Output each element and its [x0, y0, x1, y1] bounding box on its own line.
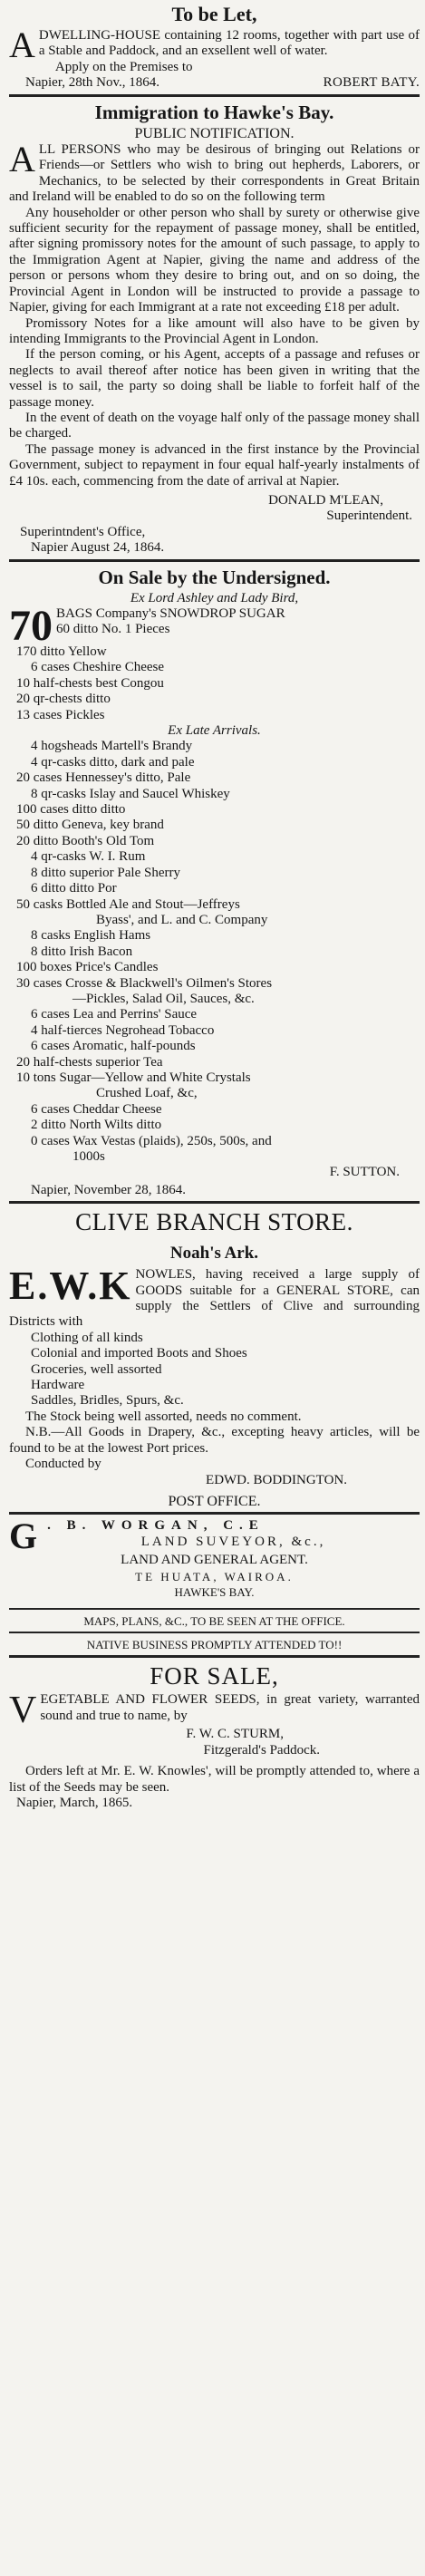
drop-cap: E.W.K — [9, 1264, 132, 1309]
list-item: Clothing of all kinds — [31, 1330, 143, 1345]
ad-signer: F. SUTTON. — [329, 1165, 400, 1180]
title-line: LAND AND GENERAL AGENT. — [121, 1553, 308, 1568]
ad-subtitle: PUBLIC NOTIFICATION. — [134, 125, 295, 141]
list-item: 6 cases Cheddar Cheese — [31, 1101, 162, 1117]
ad-date: Napier, March, 1865. — [16, 1795, 133, 1810]
divider — [9, 94, 420, 97]
list-item: 8 ditto Irish Bacon — [31, 944, 133, 959]
list-item: 6 ditto ditto Por — [31, 881, 117, 896]
ad-post-office — [9, 1494, 420, 1652]
list-item: Colonial and imported Boots and Shoes — [31, 1346, 247, 1361]
lead-paragraph: NOWLES, having received a large supply of GOODS suitable for a GENERAL STORE, can supply the Settlers of Clive and surrounding Districts with — [9, 1267, 420, 1330]
list-item: 30 cases Crosse & Blackwell's Oilmen's Stores — [16, 975, 273, 991]
list-item: 170 ditto Yellow — [16, 644, 107, 659]
list-item-continued: 1000s — [72, 1149, 105, 1164]
divider — [9, 1201, 420, 1204]
list-item: 20 cases Hennessey's ditto, Pale — [16, 770, 191, 786]
paragraph: N.B.—All Goods in Drapery, &c., excepting heavy articles, will be found to be at the lowest Port prices. — [9, 1425, 420, 1456]
list-item: 6 cases Lea and Perrins' Sauce — [31, 1007, 198, 1022]
drop-cap: A — [9, 139, 35, 180]
ad-date: Napier August 24, 1864. — [31, 540, 165, 556]
title-line: LAND SUVEYOR, &c., — [140, 1534, 326, 1549]
arrivals-heading: Ex Late Arrivals. — [168, 723, 261, 739]
list-item: 2 ditto North Wilts ditto — [31, 1118, 162, 1133]
ad-title: To be Let, — [171, 3, 257, 25]
drop-cap: 70 — [9, 602, 53, 650]
signer-title: Superintendent. — [326, 508, 412, 524]
list-item: 20 qr-chests ditto — [16, 692, 111, 707]
ad-signer: EDWD. BODDINGTON. — [206, 1472, 347, 1487]
ad-title: Immigration to Hawke's Bay. — [94, 101, 334, 123]
notice-line: MAPS, PLANS, &C., TO BE SEEN AT THE OFFICE. — [83, 1613, 345, 1628]
place-line: TE HUATA, WAIROA. — [135, 1569, 294, 1583]
list-item: 6 cases Aromatic, half-pounds — [31, 1039, 196, 1054]
list-item: 8 casks English Hams — [31, 928, 151, 944]
goods-list-b — [9, 739, 420, 1165]
ad-date: Napier, 28th Nov., 1864. — [25, 75, 159, 91]
ad-immigration — [9, 101, 420, 557]
ad-to-be-let — [9, 3, 420, 92]
list-item: 100 boxes Price's Candles — [16, 960, 159, 975]
list-item: 60 ditto No. 1 Pieces — [56, 622, 170, 637]
paragraph: Any householder or other person who shall by surety or otherwise give sufficient security for the repayment of passage money, shall be entitled, after signing promissory notes for the amount of such passage, to apply to the Immigration Agent at Napier, giving the name and address of the person or persons whom they desire to bring out, and on so doing, the Provincial Agent in London will be instructed to provide a passage to Napier, giving for each Immigrant at a rate not exceeding £18 per adult. — [9, 205, 420, 315]
list-item: 50 ditto Geneva, key brand — [16, 818, 164, 833]
list-item: 4 half-tierces Negrohead Tobacco — [31, 1022, 215, 1038]
ad-title: POST OFFICE. — [168, 1493, 261, 1509]
paragraph: LL PERSONS who may be desirous of bringing out Relations or Friends—or Settlers who wish to bring out hepherds, Laborers, or Mechanics, to be selected by their correspondents in Great Britain and Ireland will be enabled to do so on the following term — [9, 142, 420, 205]
list-item: 50 casks Bottled Ale and Stout—Jeffreys — [16, 896, 240, 912]
place-line: Fitzgerald's Paddock. — [203, 1742, 320, 1758]
divider — [9, 1608, 420, 1610]
list-item: 8 qr-casks Islay and Saucel Whiskey — [31, 786, 230, 801]
list-item: 6 cases Cheshire Cheese — [31, 660, 165, 675]
paragraph: The passage money is advanced in the first instance by the Provincial Government, subject to repayment in four equal half-yearly instalments of £4 10s. each, commencing from the date of arrival at Napier. — [9, 441, 420, 489]
paragraph: Orders left at Mr. E. W. Knowles', will be promptly attended to, where a list of the Seeds may be seen. — [9, 1764, 420, 1795]
ad-date: Napier, November 28, 1864. — [31, 1182, 187, 1197]
ad-title: FOR SALE, — [150, 1662, 279, 1690]
name-line: . B. WORGAN, C.E — [47, 1518, 265, 1534]
list-item: Hardware — [31, 1378, 85, 1393]
list-item: 0 cases Wax Vestas (plaids), 250s, 500s, and — [31, 1133, 272, 1148]
goods-list-a — [9, 644, 420, 723]
drop-cap: A — [9, 24, 35, 65]
ad-on-sale — [9, 566, 420, 1199]
list-item: Groceries, well assorted — [31, 1361, 162, 1377]
ad-body: EGETABLE AND FLOWER SEEDS, in great variety, warranted sound and true to name, by — [40, 1692, 420, 1723]
ad-signer: F. W. C. STURM, — [186, 1727, 284, 1742]
notice-line: NATIVE BUSINESS PROMPTLY ATTENDED TO!! — [86, 1637, 343, 1651]
list-item: 13 cases Pickles — [16, 707, 105, 722]
list-item: 10 half-chests best Congou — [16, 675, 164, 691]
ad-signer: DONALD M'LEAN, — [268, 492, 383, 508]
list-item: 20 ditto Booth's Old Tom — [16, 833, 155, 848]
list-item: 10 tons Sugar—Yellow and White Crystals — [16, 1070, 251, 1085]
place-line: HAWKE'S BAY. — [174, 1585, 255, 1600]
list-item: Saddles, Bridles, Spurs, &c. — [31, 1393, 184, 1409]
goods-list — [9, 1331, 420, 1409]
ad-title: On Sale by the Undersigned. — [98, 566, 331, 588]
list-item-continued: Crushed Loaf, &c, — [96, 1086, 198, 1101]
list-item: 100 cases ditto ditto — [16, 802, 126, 818]
list-item: BAGS Company's SNOWDROP SUGAR — [56, 606, 285, 621]
ad-subtitle: Noah's Ark. — [169, 1244, 259, 1264]
divider — [9, 1655, 420, 1658]
ad-title: CLIVE BRANCH STORE. — [75, 1208, 353, 1236]
list-item: 4 qr-casks W. I. Rum — [31, 849, 146, 865]
divider — [9, 1632, 420, 1633]
list-item: 4 hogsheads Martell's Brandy — [31, 739, 193, 754]
drop-cap: G — [9, 1516, 44, 1557]
paragraph: In the event of death on the voyage half only of the passage money shall be charged. — [9, 410, 420, 441]
ad-clive-branch-store — [9, 1207, 420, 1488]
conducted-line: Conducted by — [25, 1457, 101, 1472]
drop-cap: V — [9, 1690, 37, 1732]
list-item-continued: Byass', and L. and C. Company — [96, 912, 268, 927]
list-item: 8 ditto superior Pale Sherry — [31, 865, 180, 880]
divider — [9, 559, 420, 562]
paragraph: If the person coming, or his Agent, accepts of a passage and refuses or neglects to avail thereof after notice has been given in writing that the vessel is to sail, the party so doing shall be liable to forfeit half of the passage money. — [9, 347, 420, 410]
divider — [9, 1512, 420, 1515]
ship-line: Ex Lord Ashley and Lady Bird, — [130, 590, 299, 605]
office-line: Superintndent's Office, — [20, 524, 146, 539]
paragraph: The Stock being well assorted, needs no comment. — [25, 1409, 302, 1424]
ad-signer: ROBERT BATY. — [323, 75, 420, 91]
apply-line: Apply on the Premises to — [54, 59, 193, 74]
list-item: 4 qr-casks ditto, dark and pale — [31, 754, 195, 770]
list-item-continued: —Pickles, Salad Oil, Sauces, &c. — [72, 991, 255, 1006]
list-item: 20 half-chests superior Tea — [16, 1054, 163, 1070]
ad-body: DWELLING-HOUSE containing 12 rooms, together with part use of a Stable and Paddock, and an exsellent well of water. — [38, 28, 420, 59]
ad-for-sale-seeds — [9, 1661, 420, 1811]
paragraph: Promissory Notes for a like amount will also have to be given by intending Immigrants to the Provincial Agent in London. — [9, 315, 420, 346]
